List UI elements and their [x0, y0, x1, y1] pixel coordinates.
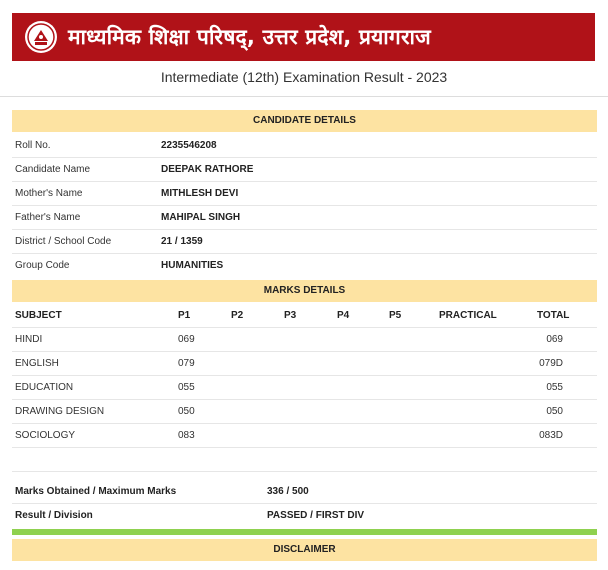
name-label: Candidate Name [15, 164, 91, 175]
table-row [12, 376, 597, 400]
p1-cell: 069 [178, 334, 195, 345]
col-p1: P1 [178, 310, 191, 321]
result-status-bar [12, 529, 597, 535]
exam-title: Intermediate (12th) Examination Result - 2023 [160, 69, 448, 85]
candidate-row-name [12, 158, 597, 182]
marks-obtained-label: Marks Obtained / Maximum Marks [15, 486, 177, 497]
candidate-row-father [12, 206, 597, 230]
result-label: Result / Division [15, 510, 93, 521]
candidate-row-roll [12, 134, 597, 158]
table-row [12, 328, 597, 352]
result-value: PASSED / FIRST DIV [267, 510, 365, 521]
p1-cell: 050 [178, 406, 195, 417]
name-value: DEEPAK RATHORE [161, 164, 254, 175]
mother-label: Mother's Name [15, 188, 83, 199]
table-row [12, 352, 597, 376]
marks-table-header [12, 304, 597, 328]
marks-details-header: MARKS DETAILS [12, 280, 597, 302]
district-label: District / School Code [15, 236, 112, 247]
col-p3: P3 [284, 310, 297, 321]
board-title: माध्यमिक शिक्षा परिषद्, उत्तर प्रदेश, प्रयागराज [68, 25, 431, 49]
subject-cell: EDUCATION [15, 382, 74, 393]
disclaimer-header: DISCLAIMER [12, 539, 597, 561]
candidate-details-header: CANDIDATE DETAILS [12, 110, 597, 132]
total-cell: 050 [546, 406, 563, 417]
group-value: HUMANITIES [161, 260, 224, 271]
table-row [12, 424, 597, 448]
col-p5: P5 [389, 310, 402, 321]
subject-cell: DRAWING DESIGN [15, 406, 105, 417]
subject-cell: HINDI [15, 334, 43, 345]
p1-cell: 055 [178, 382, 195, 393]
roll-label: Roll No. [15, 140, 51, 151]
candidate-row-mother [12, 182, 597, 206]
col-p4: P4 [337, 310, 350, 321]
subject-cell: ENGLISH [15, 358, 59, 369]
subject-cell: SOCIOLOGY [15, 430, 76, 441]
col-p2: P2 [231, 310, 244, 321]
total-cell: 083D [539, 430, 563, 441]
father-label: Father's Name [15, 212, 81, 223]
divider [0, 96, 608, 97]
col-subject: SUBJECT [15, 310, 62, 321]
header-banner [12, 13, 595, 61]
roll-value: 2235546208 [161, 140, 217, 151]
table-row [12, 400, 597, 424]
mother-value: MITHLESH DEVI [161, 188, 239, 199]
board-logo-icon [24, 20, 58, 54]
table-row-empty [12, 448, 597, 472]
district-value: 21 / 1359 [161, 236, 203, 247]
col-practical: PRACTICAL [439, 310, 497, 321]
marks-obtained-value: 336 / 500 [267, 486, 309, 497]
summary-row-marks [12, 480, 597, 504]
p1-cell: 079 [178, 358, 195, 369]
total-cell: 069 [546, 334, 563, 345]
summary-row-result [12, 504, 597, 528]
candidate-row-district [12, 230, 597, 254]
candidate-row-group [12, 254, 597, 278]
group-label: Group Code [15, 260, 70, 271]
col-total: TOTAL [537, 310, 570, 321]
father-value: MAHIPAL SINGH [161, 212, 241, 223]
total-cell: 055 [546, 382, 563, 393]
p1-cell: 083 [178, 430, 195, 441]
total-cell: 079D [539, 358, 563, 369]
